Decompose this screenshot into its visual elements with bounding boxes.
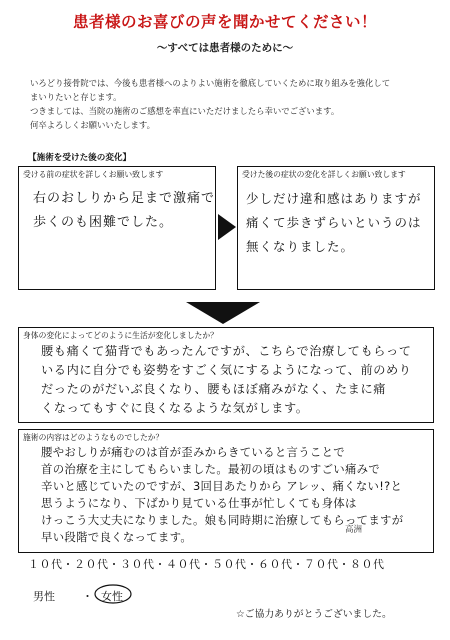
arrow-down-icon: [186, 302, 260, 324]
gender-male[interactable]: 男性: [33, 590, 55, 603]
after-symptoms-answer: [246, 187, 422, 259]
answer-line: 思うようになり、下ばかり見ている仕事が忙しくても身体は: [41, 496, 357, 510]
before-symptoms-box: [18, 166, 216, 290]
page-title: 患者様のお喜びの声を聞かせてください！: [72, 13, 377, 31]
answer-line: 痛くて歩きずらいというのは: [246, 215, 422, 230]
arrow-right-icon: [218, 214, 236, 240]
answer-line: 歩くのも困難でした。: [33, 215, 174, 230]
answer-line: 首の治療を主にしてもらいました。最初の頃はものすごい痛みで: [41, 462, 381, 476]
intro-line: まいりたいと存じます。: [30, 92, 122, 102]
section-label: 【施術を受けた後の変化】: [28, 153, 132, 163]
signature: 高洲: [345, 525, 363, 535]
intro-line: 何卒よろしくお願いいたします。: [30, 120, 155, 130]
answer-line: 右のおしりから足まで激痛で: [33, 191, 216, 206]
intro-line: いろどり接骨院では、今後も患者様へのよりよい施術を徹底していくために取り組みを強化して: [30, 78, 391, 88]
answer-line: だったのがだいぶ良くなり、腰もほぼ痛みがなく、たまに痛: [41, 382, 387, 396]
gender-separator: ・: [82, 590, 93, 603]
age-options[interactable]: １０代・２０代・３０代・４０代・５０代・６０代・７０代・８０代: [28, 558, 385, 571]
after-symptoms-box: [237, 166, 435, 290]
answer-line: 少しだけ違和感はありますが: [246, 191, 422, 206]
thanks-message: ☆ご協力ありがとうございました。: [236, 609, 392, 620]
life-change-box: [18, 327, 434, 423]
page-subtitle: 〜すべては患者様のために〜: [156, 42, 294, 54]
answer-line: くなってもすぐに良くなるような気がします。: [41, 401, 309, 415]
intro-text: [30, 76, 425, 132]
intro-line: つきましては、当院の施術のご感想を率直にいただけましたら幸いでございます。: [30, 106, 340, 116]
treatment-content-label: 施術の内容はどのようなものでしたか？: [23, 433, 164, 442]
before-symptoms-label: 受ける前の症状を詳しくお願い致します: [23, 170, 164, 179]
answer-line: 腰も痛くて猫背でもあったんですが、こちらで治療してもらって: [41, 344, 412, 358]
answer-line: 無くなりました。: [246, 239, 355, 254]
answer-line: けっこう大丈夫になりました。娘も同時期に治療してもらってますが: [41, 513, 404, 527]
after-symptoms-label: 受けた後の症状の変化を詳しくお願い致します: [242, 170, 406, 179]
answer-line: 早い段階で良くなってます。: [41, 530, 193, 544]
gender-female[interactable]: 女性: [101, 590, 123, 603]
treatment-content-box: [18, 429, 434, 553]
answer-line: いる内に自分でも姿勢をすごく気にするようになって、前のめり: [41, 363, 412, 377]
selected-circle-icon: [93, 583, 133, 605]
before-symptoms-answer: [33, 187, 215, 235]
answer-line: 辛いと感じていたのですが、3回目あたりから アレッ、痛くない!?と: [41, 479, 403, 493]
life-change-label: 身体の変化によってどのように生活が変化しましたか？: [23, 331, 218, 340]
answer-line: 腰やおしりが痛むのは首が歪みからきていると言うことで: [41, 445, 345, 459]
life-change-answer: [41, 342, 412, 418]
